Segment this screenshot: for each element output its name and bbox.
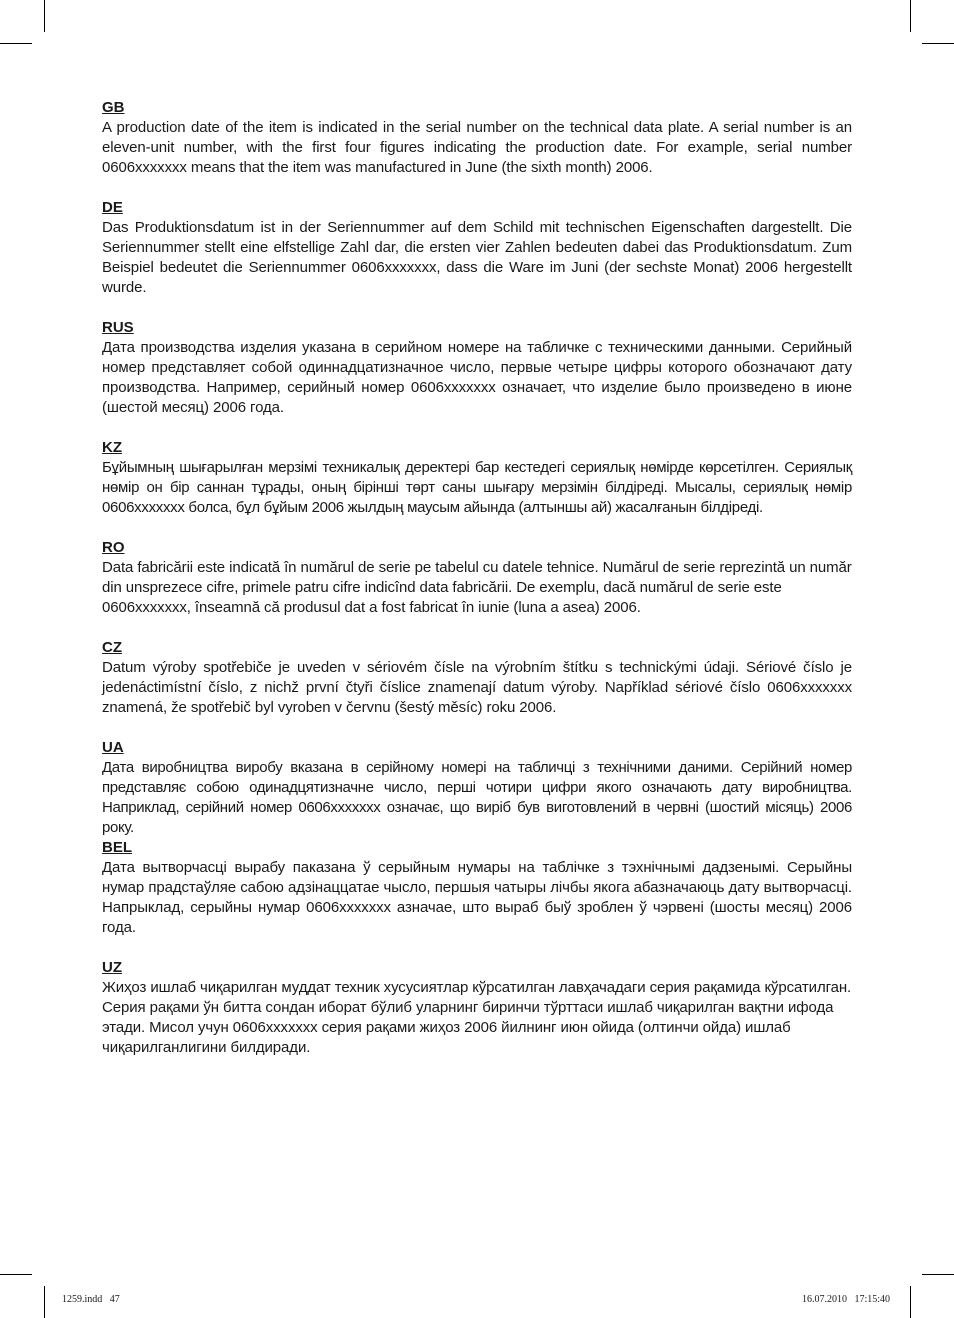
section-paragraph: Data fabricării este indicată în numărul de serie pe tabelul cu datele tehnice. Numărul de serie reprezintă un număr din unsprezece cifre, primele patru cifre indicînd data fabricării. De exemplu, dacă numărul de serie este 0606xxxxxxx, înseamnă că produsul dat a fost fabricat în iunie (luna a asea) 2006. — [102, 559, 852, 616]
section-rus — [102, 318, 852, 418]
crop-mark — [910, 0, 911, 32]
footer-datetime: 16.07.2010 17:15:40 — [801, 1294, 890, 1305]
language-heading: DE — [102, 199, 123, 216]
crop-mark — [44, 0, 45, 32]
language-heading: UA — [102, 739, 124, 756]
section-paragraph: Das Produktionsdatum ist in der Seriennummer auf dem Schild mit technischen Eigenschaften dargestellt. Die Seriennummer stellt eine elfstellige Zahl dar, die ersten vier Zahlen bedeuten dabei das Produktionsdatum. Zum Beispiel bedeutet die Seriennummer 0606xxxxxxx, dass die Ware im Juni (der sechste Monat) 2006 hergestellt wurde. — [102, 219, 852, 296]
footer-file-info: 1259.indd 47 — [62, 1294, 120, 1305]
crop-mark — [922, 1274, 954, 1275]
language-heading: RUS — [102, 319, 134, 336]
section-paragraph: Жиҳоз ишлаб чиқарилган муддат техник хусусиятлар кўрсатилган лавҳачадаги серия рақамида кўрсатилган. Серия рақами ўн битта сондан иборат бўлиб уларнинг биринчи тўрттаси ишлаб чиқарилган вақтни ифода этади. Мисол учун 0606xxxxxxx серия рақами жиҳоз 2006 йилнинг июн ойида (олтинчи ойда) ишлаб чиқарилганлигини билдиради. — [102, 979, 852, 1056]
language-heading: RO — [102, 539, 125, 556]
section-uz — [102, 958, 852, 1058]
crop-mark — [0, 1274, 32, 1275]
section-gb — [102, 98, 852, 178]
crop-mark — [910, 1286, 911, 1318]
language-heading: CZ — [102, 639, 122, 656]
section-cz — [102, 638, 852, 718]
section-paragraph: Бұйымның шығарылған мерзімі техникалық деректері бар кестедегі сериялық нөмірде көрсетілген. Сериялық нөмір он бір саннан тұрады, оның бірінші төрт саны шығару мерзімін білдіреді. Мысалы, сериялық нөмір 0606xxxxxxx болса, бұл бұйым 2006 жылдың маусым айында (алтыншы ай) жасалғанын білдіреді. — [102, 459, 852, 516]
language-heading: GB — [102, 99, 125, 116]
section-kz — [102, 438, 852, 518]
crop-mark — [44, 1286, 45, 1318]
language-heading: UZ — [102, 959, 122, 976]
section-ro — [102, 538, 852, 618]
language-heading: KZ — [102, 439, 122, 456]
section-paragraph: A production date of the item is indicated in the serial number on the technical data plate. A serial number is an eleven-unit number, with the first four figures indicating the production date. For example, serial number 0606xxxxxxx means that the item was manufactured in June (the sixth month) 2006. — [102, 119, 852, 176]
section-de — [102, 198, 852, 298]
section-paragraph: Дата виробництва виробу вказана в серійному номері на табличці з технічними даними. Серійний номер представляє собою одинадцятизначне число, перші чотири цифри якого означають дату виробництва. Наприклад, серійний номер 0606xxxxxxx означає, що виріб був виготовлений в червні (шостий місяць) 2006 року. — [102, 759, 852, 836]
section-paragraph: Datum výroby spotřebiče je uveden v sériovém čísle na výrobním štítku s technickými údaji. Sériové číslo je jedenáctimístní číslo, z nichž první čtyři číslice znamenají datum výroby. Například sériové číslo 0606xxxxxxx znamená, že spotřebič byl vyroben v červnu (šestý měsíc) roku 2006. — [102, 659, 852, 716]
section-paragraph: Дата производства изделия указана в серийном номере на табличке с техническими данными. Серийный номер представляет собой одиннадцатизначное число, первые четыре цифры которого обозначают дату производства. Например, серийный номер 0606xxxxxxx означает, что изделие было произведено в июне (шестой месяц) 2006 года. — [102, 339, 852, 416]
section-ua — [102, 738, 852, 838]
crop-mark — [922, 43, 954, 44]
document-body — [102, 98, 852, 1078]
section-paragraph: Дата вытворчасці вырабу паказана ў серыйным нумары на таблічке з тэхнічнымі дадзенымі. Серыйны нумар прадстаўляе сабою адзінаццатае чысло, першыя чатыры лічбы якога абазначаюць дату вытворчасці. Напрыклад, серыйны нумар 0606xxxxxxx азначае, што выраб быў зроблен ў чэрвені (шосты месяц) 2006 года. — [102, 859, 852, 936]
section-bel — [102, 838, 852, 938]
language-heading: BEL — [102, 839, 132, 856]
crop-mark — [0, 43, 32, 44]
